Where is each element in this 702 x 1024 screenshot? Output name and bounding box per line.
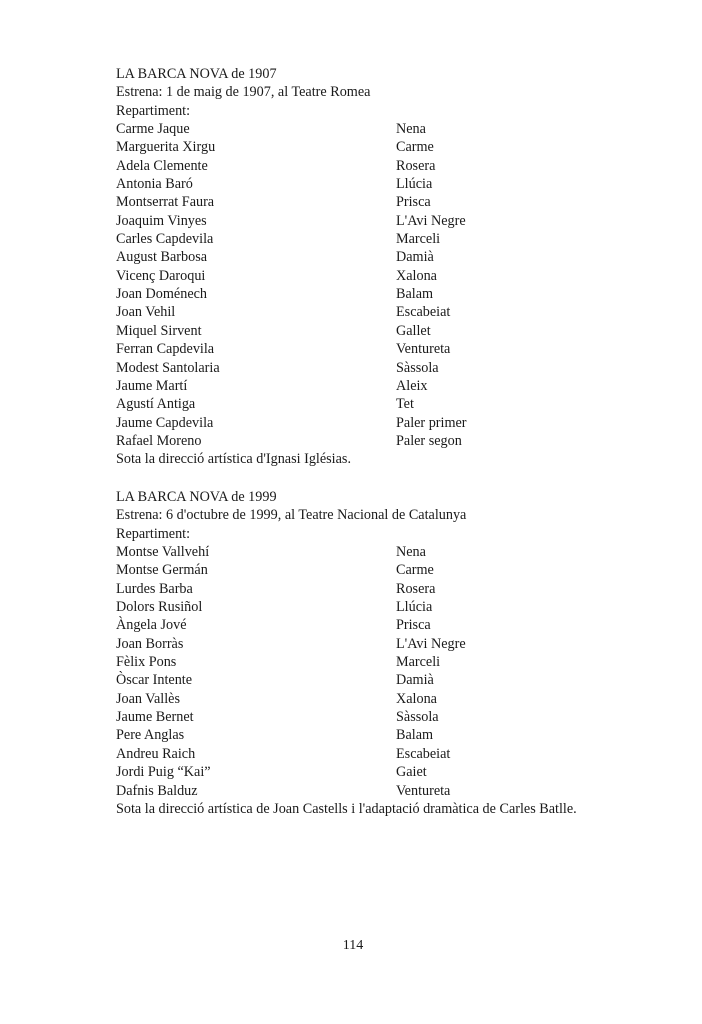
cast-row	[116, 561, 676, 579]
actor-name: Agustí Antiga	[116, 396, 196, 413]
actor-name: Carme Jaque	[116, 121, 190, 138]
actor-name: Pere Anglas	[116, 727, 185, 744]
role-name: Aleix	[396, 377, 428, 394]
role-name: Ventureta	[396, 341, 451, 358]
role-name: Marceli	[396, 231, 441, 248]
actor-name: Montse Germán	[116, 562, 208, 579]
cast-row	[116, 340, 676, 358]
section-title: LA BARCA NOVA de 1999	[116, 489, 277, 505]
role-name: Xalona	[396, 267, 437, 284]
direction-note: Sota la direcció artística d'Ignasi Iglésias.	[116, 451, 351, 468]
role-name: Balam	[396, 286, 434, 303]
cast-section-1907	[116, 65, 676, 469]
direction-note: Sota la direcció artística de Joan Castells i l'adaptació dramàtica de Carles Batlle.	[116, 800, 577, 817]
role-name: L'Avi Negre	[396, 212, 466, 229]
role-name: L'Avi Negre	[396, 635, 466, 652]
actor-name: Modest Santolaria	[116, 359, 220, 376]
cast-list	[116, 543, 676, 800]
premiere-info: Estrena: 6 d'octubre de 1999, al Teatre Nacional de Catalunya	[116, 507, 467, 524]
cast-row	[116, 580, 676, 598]
actor-name: Rafael Moreno	[116, 432, 202, 449]
role-name: Damià	[396, 672, 434, 689]
actor-name: Jaume Capdevila	[116, 414, 214, 431]
actor-name: Jaume Martí	[116, 377, 188, 394]
actor-name: Adela Clemente	[116, 157, 208, 174]
actor-name: Dolors Rusiñol	[116, 599, 203, 616]
actor-name: Dafnis Balduz	[116, 782, 198, 799]
role-name: Tet	[396, 396, 414, 413]
role-name: Escabeiat	[396, 304, 451, 321]
actor-name: Montse Vallvehí	[116, 544, 210, 561]
actor-name: Jaume Bernet	[116, 709, 194, 726]
role-name: Carme	[396, 139, 434, 156]
cast-row	[116, 671, 676, 689]
cast-row	[116, 175, 676, 193]
cast-row	[116, 377, 676, 395]
cast-row	[116, 138, 676, 156]
actor-name: Jordi Puig “Kai”	[116, 764, 211, 781]
role-name: Nena	[396, 544, 426, 561]
cast-row	[116, 543, 676, 561]
cast-row	[116, 359, 676, 377]
actor-name: Andreu Raich	[116, 745, 196, 762]
cast-row	[116, 432, 676, 450]
actor-name: Joan Doménech	[116, 286, 208, 303]
cast-label: Repartiment:	[116, 525, 191, 542]
role-name: Prisca	[396, 617, 431, 634]
cast-row	[116, 616, 676, 634]
role-name: Prisca	[396, 194, 431, 211]
cast-row	[116, 653, 676, 671]
role-name: Sàssola	[396, 709, 439, 726]
cast-row	[116, 193, 676, 211]
role-name: Rosera	[396, 580, 436, 597]
role-name: Llúcia	[396, 599, 433, 616]
cast-row	[116, 690, 676, 708]
role-name: Carme	[396, 562, 434, 579]
actor-name: Antonia Baró	[116, 176, 193, 193]
cast-list	[116, 120, 676, 450]
cast-row	[116, 212, 676, 230]
role-name: Llúcia	[396, 176, 433, 193]
cast-row	[116, 745, 676, 763]
cast-row	[116, 763, 676, 781]
role-name: Gaiet	[396, 764, 427, 781]
cast-row	[116, 248, 676, 266]
actor-name: Marguerita Xirgu	[116, 139, 216, 156]
actor-name: Joan Borràs	[116, 635, 184, 652]
role-name: Paler segon	[396, 432, 462, 449]
actor-name: Carles Capdevila	[116, 231, 214, 248]
role-name: Nena	[396, 121, 426, 138]
role-name: Gallet	[396, 322, 431, 339]
role-name: Damià	[396, 249, 434, 266]
cast-row	[116, 782, 676, 800]
cast-label: Repartiment:	[116, 102, 191, 119]
cast-row	[116, 303, 676, 321]
role-name: Rosera	[396, 157, 436, 174]
page-number: 114	[342, 938, 364, 953]
actor-name: Joan Vehil	[116, 304, 176, 321]
cast-row	[116, 708, 676, 726]
actor-name: Joaquim Vinyes	[116, 212, 207, 229]
role-name: Marceli	[396, 654, 441, 671]
cast-row	[116, 414, 676, 432]
cast-row	[116, 267, 676, 285]
cast-row	[116, 635, 676, 653]
actor-name: Montserrat Faura	[116, 194, 215, 211]
role-name: Escabeiat	[396, 745, 451, 762]
cast-row	[116, 598, 676, 616]
actor-name: Ferran Capdevila	[116, 341, 215, 358]
section-title: LA BARCA NOVA de 1907	[116, 66, 277, 82]
actor-name: Àngela Jové	[116, 617, 187, 634]
cast-row	[116, 726, 676, 744]
actor-name: Joan Vallès	[116, 690, 180, 707]
actor-name: Vicenç Daroqui	[116, 267, 206, 284]
cast-row	[116, 120, 676, 138]
actor-name: August Barbosa	[116, 249, 208, 266]
cast-row	[116, 157, 676, 175]
cast-row	[116, 395, 676, 413]
cast-row	[116, 285, 676, 303]
cast-row	[116, 322, 676, 340]
actor-name: Miquel Sirvent	[116, 322, 202, 339]
cast-section-1999	[116, 488, 676, 818]
actor-name: Fèlix Pons	[116, 654, 177, 671]
role-name: Xalona	[396, 690, 437, 707]
premiere-info: Estrena: 1 de maig de 1907, al Teatre Romea	[116, 84, 371, 101]
role-name: Balam	[396, 727, 434, 744]
actor-name: Lurdes Barba	[116, 580, 193, 597]
role-name: Paler primer	[396, 414, 467, 431]
actor-name: Òscar Intente	[116, 672, 193, 689]
cast-row	[116, 230, 676, 248]
role-name: Sàssola	[396, 359, 439, 376]
role-name: Ventureta	[396, 782, 451, 799]
